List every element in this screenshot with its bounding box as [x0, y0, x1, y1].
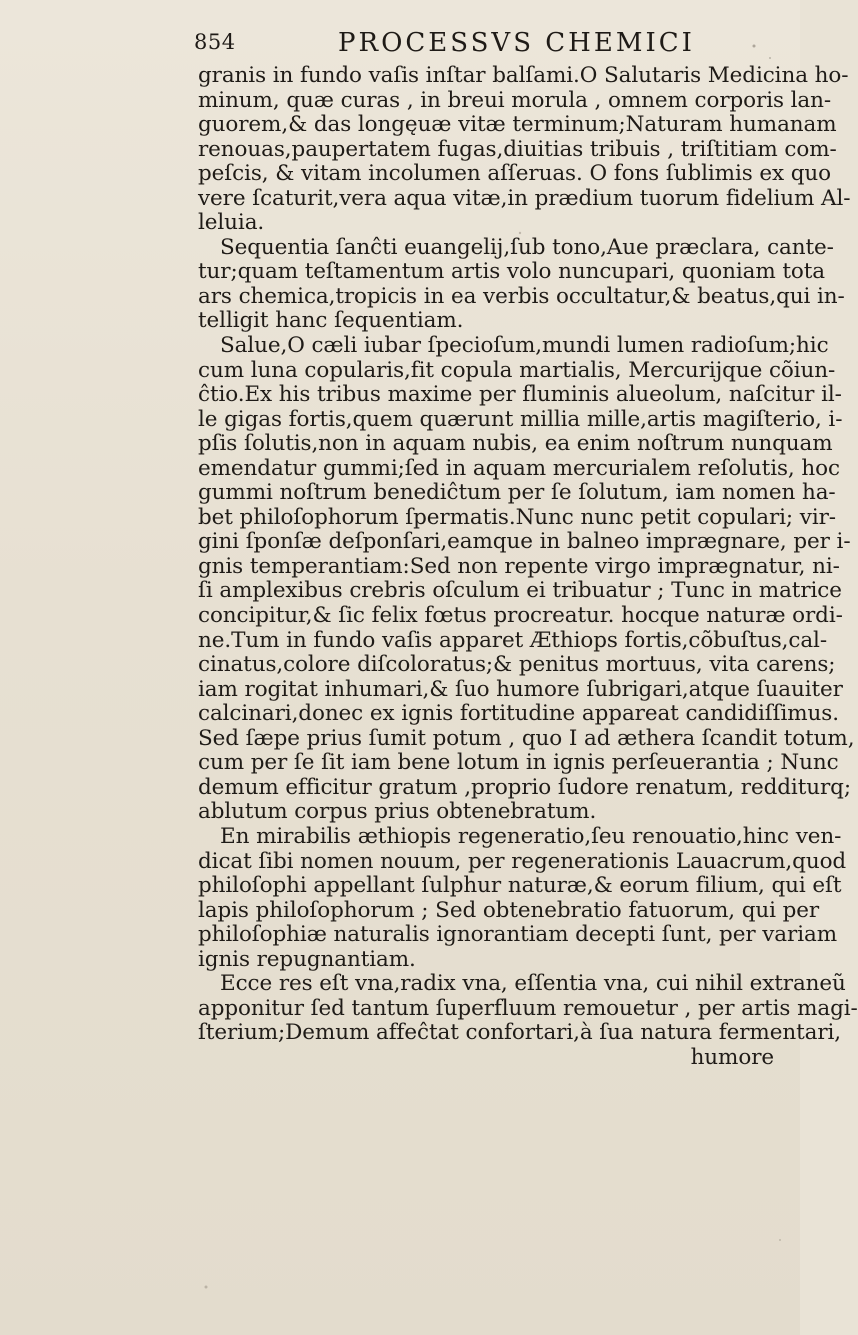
text-line: renouas,paupertatem fugas,diuitias tribuis , triſtitiam com- [198, 136, 837, 162]
text-line: minum, quæ curas , in breui morula , omnem corporis lan- [198, 87, 832, 113]
text-line: lapis philoſophorum ; Sed obtenebratio fatuorum, qui per [198, 897, 820, 923]
text-line: En mirabilis æthiopis regeneratio,ſeu renouatio,hinc ven- [220, 823, 842, 849]
text-line: ablutum corpus prius obtenebratum. [198, 799, 597, 825]
page-header [188, 28, 778, 58]
text-line: Sequentia ſanĉti euangelij,ſub tono,Aue præclara, cante- [220, 234, 834, 260]
text-line: telligit hanc ſequentiam. [198, 308, 464, 334]
text-line: pſis ſolutis,non in aquam nubis, ea enim noſtrum nunquam [198, 431, 833, 457]
text-line: emendatur gummi;ſed in aquam mercurialem reſolutis, hoc [198, 455, 840, 481]
text-line: Salue,O cæli iubar ſpecioſum,mundi lumen radioſum;hic [220, 333, 829, 359]
text-line: cum luna copularis,fit copula martialis, Mercurijque cõiun- [198, 357, 836, 383]
text-line: peſcis, & vitam incolumen aſſeruas. O fons ſublimis ex quo [198, 161, 832, 187]
text-line: demum efficitur gratum ,proprio ſudore renatum, redditurq; [198, 774, 851, 800]
text-line: tur;quam teſtamentum artis volo nuncupari, quoniam tota [198, 259, 826, 285]
text-line: ignis repugnantiam. [198, 946, 416, 972]
text-line: gini ſponſæ deſponſari,eamque in balneo imprægnare, per i- [198, 529, 851, 555]
text-line: Sed ſæpe prius ſumit potum , quo I ad æthera ſcandit totum, [198, 725, 855, 751]
text-line: leluia. [198, 210, 265, 236]
page-number: 854 [194, 30, 236, 54]
text-line: philoſophi appellant ſulphur naturæ,& eorum filium, qui eſt [198, 873, 842, 899]
text-line: granis in fundo vaſis inſtar balſami.O Salutaris Medicina ho- [198, 63, 849, 88]
text-line: dicat ſibi nomen nouum, per regenerationis Lauacrum,quod [198, 848, 847, 874]
text-line: gummi noſtrum benediĉtum per ſe ſolutum, iam nomen ha- [198, 480, 836, 506]
text-line: guorem,& das longęuæ vitæ terminum;Naturam humanam [198, 112, 837, 138]
body-text [198, 63, 858, 1070]
text-line: cinatus,colore diſcoloratus;& penitus mortuus, vita carens; [198, 652, 836, 678]
text-line: ſi amplexibus crebris oſculum ei tribuatur ; Tunc in matrice [198, 578, 842, 604]
text-line: concipitur,& ſic felix fœtus procreatur. hocque naturæ ordi- [198, 603, 843, 629]
text-line: ne.Tum in fundo vaſis apparet Æthiops fortis,cõbuſtus,cal- [198, 627, 827, 653]
text-line: cum per ſe ſit iam bene lotum in ignis perſeuerantia ; Nunc [198, 750, 839, 776]
text-line: ĉtio.Ex his tribus maxime per fluminis alueolum, naſcitur il- [198, 382, 842, 408]
running-head: PROCESSVS CHEMICI [338, 28, 695, 58]
text-line: calcinari,donec ex ignis fortitudine appareat candidiſſimus. [198, 701, 839, 727]
text-line: apponitur ſed tantum ſuperfluum remouetur , per artis magi- [198, 995, 858, 1021]
text-line: ars chemica,tropicis in ea verbis occultatur,& beatus,qui in- [198, 283, 845, 309]
text-line: philoſophiæ naturalis ignorantiam decepti ſunt, per variam [198, 922, 837, 948]
text-line: bet philoſophorum ſpermatis.Nunc nunc petit copulari; vir- [198, 504, 836, 530]
catchword: humore [690, 1044, 774, 1070]
text-line: Ecce res eſt vna,radix vna, eſſentia vna, cui nihil extraneũ [220, 971, 846, 997]
text-line: vere ſcaturit,vera aqua vitæ,in prædium tuorum fidelium Al- [198, 185, 851, 211]
text-line: ſterium;Demum affeĉtat confortari,à ſua natura fermentari, [198, 1020, 842, 1046]
text-line: gnis temperantiam:Sed non repente virgo imprægnatur, ni- [198, 553, 840, 579]
text-line: le gigas fortis,quem quærunt millia mille,artis magiſterio, i- [198, 406, 843, 432]
text-line: iam rogitat inhumari,& ſuo humore ſubrigari,atque ſuauiter [198, 676, 843, 702]
